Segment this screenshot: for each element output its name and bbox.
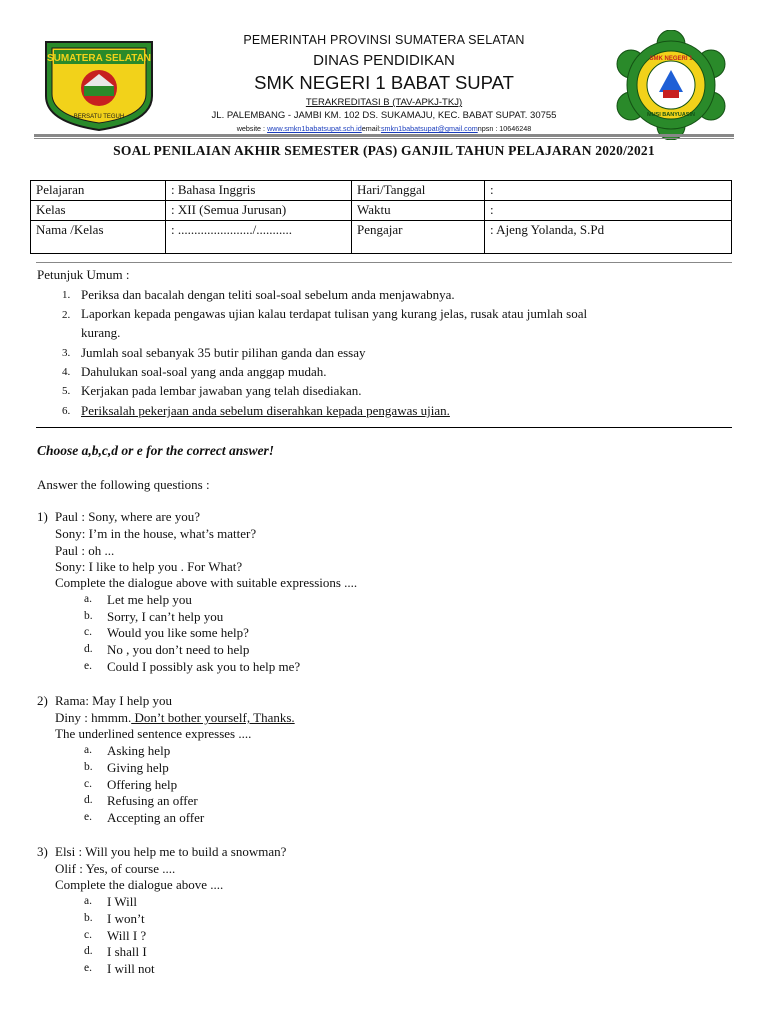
header-government: PEMERINTAH PROVINSI SUMATERA SELATAN bbox=[243, 33, 525, 47]
answer-option[interactable]: Asking help bbox=[107, 743, 171, 758]
svg-text:BERSATU TEGUH: BERSATU TEGUH bbox=[73, 114, 125, 120]
question-number: 2) bbox=[37, 693, 48, 708]
exam-info-table bbox=[30, 180, 732, 254]
question-line: Sony: I’m in the house, what’s matter? bbox=[55, 526, 257, 541]
header-accreditation: TERAKREDITASI B (TAV-APKJ-TKJ) bbox=[305, 97, 463, 108]
answer-option[interactable]: Refusing an offer bbox=[107, 793, 198, 808]
instructions-divider-top bbox=[36, 262, 732, 263]
list-item-number: 5. bbox=[62, 385, 71, 397]
list-item: Jumlah soal sebanyak 35 butir pilihan ganda dan essay bbox=[81, 345, 366, 360]
table-cell: Pengajar bbox=[352, 221, 485, 254]
option-letter: a. bbox=[84, 593, 92, 605]
answer-option[interactable]: I won’t bbox=[107, 911, 145, 926]
header-divider-thick bbox=[34, 134, 734, 137]
question-line: The underlined sentence expresses .... bbox=[55, 726, 252, 741]
list-item-continuation: kurang. bbox=[81, 325, 121, 340]
table-row bbox=[31, 181, 732, 201]
option-letter: c. bbox=[84, 626, 92, 638]
speaker-text: Diny : hmmm. bbox=[55, 710, 132, 725]
option-letter: e. bbox=[84, 811, 92, 823]
question-line bbox=[55, 710, 295, 726]
instructions-title: Petunjuk Umum : bbox=[37, 267, 130, 282]
table-cell: Kelas bbox=[31, 201, 166, 221]
option-letter: e. bbox=[84, 962, 92, 974]
list-item: Periksa dan bacalah dengan teliti soal-soal sebelum anda menjawabnya. bbox=[81, 287, 455, 302]
option-letter: b. bbox=[84, 912, 93, 924]
question-line: Paul : oh ... bbox=[55, 543, 115, 558]
answer-option[interactable]: Will I ? bbox=[107, 928, 147, 943]
answer-option[interactable]: I will not bbox=[107, 961, 155, 976]
question-number: 1) bbox=[37, 509, 48, 524]
answer-option[interactable]: Offering help bbox=[107, 777, 178, 792]
list-item-number: 1. bbox=[62, 289, 71, 301]
answer-option[interactable]: Giving help bbox=[107, 760, 169, 775]
list-item-number: 3. bbox=[62, 347, 71, 359]
header-school-name: SMK NEGERI 1 BABAT SUPAT bbox=[254, 72, 514, 93]
table-cell: Waktu bbox=[352, 201, 485, 221]
table-cell: : bbox=[485, 181, 732, 201]
list-item-number: 6. bbox=[62, 405, 71, 417]
list-item: Kerjakan pada lembar jawaban yang telah disediakan. bbox=[81, 383, 362, 398]
question-line: Complete the dialogue above with suitable expressions .... bbox=[55, 575, 358, 590]
website-label: website : bbox=[236, 124, 268, 133]
list-item: Dahulukan soal-soal yang anda anggap mudah. bbox=[81, 364, 327, 379]
question-line: Sony: I like to help you . For What? bbox=[55, 559, 243, 574]
answer-option[interactable]: Sorry, I can’t help you bbox=[107, 609, 224, 624]
list-item-number: 4. bbox=[62, 366, 71, 378]
option-letter: c. bbox=[84, 929, 92, 941]
table-cell: : ......................./........... bbox=[166, 221, 352, 254]
answer-option[interactable]: Would you like some help? bbox=[107, 625, 249, 640]
header-contact bbox=[0, 124, 768, 133]
answer-option[interactable]: Accepting an offer bbox=[107, 810, 205, 825]
header-divider-thin bbox=[34, 138, 734, 139]
answer-option[interactable]: Let me help you bbox=[107, 592, 192, 607]
exam-title: SOAL PENILAIAN AKHIR SEMESTER (PAS) GANJIL TAHUN PELAJARAN 2020/2021 bbox=[113, 143, 655, 158]
instructions-divider-bottom bbox=[36, 427, 732, 428]
list-item: Laporkan kepada pengawas ujian kalau terdapat tulisan yang kurang jelas, rusak atau jumlah soal bbox=[81, 306, 588, 321]
table-cell: : XII (Semua Jurusan) bbox=[166, 201, 352, 221]
answer-option[interactable]: I Will bbox=[107, 894, 137, 909]
option-letter: b. bbox=[84, 610, 93, 622]
section-heading: Choose a,b,c,d or e for the correct answer! bbox=[37, 443, 274, 458]
list-item-number: 2. bbox=[62, 309, 71, 321]
answer-option[interactable]: Could I possibly ask you to help me? bbox=[107, 659, 301, 674]
svg-text:SUMATERA SELATAN: SUMATERA SELATAN bbox=[46, 53, 152, 64]
question-line: Complete the dialogue above .... bbox=[55, 877, 224, 892]
svg-text:MUSI BANYUASIN: MUSI BANYUASIN bbox=[647, 112, 695, 118]
question-line: Rama: May I help you bbox=[55, 693, 172, 708]
table-cell: : Bahasa Inggris bbox=[166, 181, 352, 201]
table-cell: : Ajeng Yolanda, S.Pd bbox=[485, 221, 732, 254]
table-row bbox=[31, 221, 732, 254]
header-department: DINAS PENDIDIKAN bbox=[313, 52, 455, 69]
table-cell: : bbox=[485, 201, 732, 221]
option-letter: d. bbox=[84, 794, 93, 806]
option-letter: e. bbox=[84, 660, 92, 672]
table-cell: Hari/Tanggal bbox=[352, 181, 485, 201]
option-letter: a. bbox=[84, 744, 92, 756]
option-letter: a. bbox=[84, 895, 92, 907]
option-letter: b. bbox=[84, 761, 93, 773]
answer-option[interactable]: I shall I bbox=[107, 944, 147, 959]
table-cell: Pelajaran bbox=[31, 181, 166, 201]
email-label: email: bbox=[361, 124, 381, 133]
underlined-sentence: Don’t bother yourself, Thanks. bbox=[131, 710, 295, 725]
list-item: Periksalah pekerjaan anda sebelum diserahkan kepada pengawas ujian. bbox=[81, 403, 450, 418]
email-link[interactable]: smkn1babatsupat@gmail.com bbox=[380, 124, 478, 133]
question-line: Paul : Sony, where are you? bbox=[55, 509, 201, 524]
question-line: Elsi : Will you help me to build a snowman? bbox=[55, 844, 287, 859]
question-number: 3) bbox=[37, 844, 48, 859]
option-letter: d. bbox=[84, 945, 93, 957]
option-letter: d. bbox=[84, 643, 93, 655]
answer-option[interactable]: No , you don’t need to help bbox=[107, 642, 250, 657]
answer-intro: Answer the following questions : bbox=[37, 477, 210, 492]
option-letter: c. bbox=[84, 778, 92, 790]
header-address: JL. PALEMBANG - JAMBI KM. 102 DS. SUKAMAJU, KEC. BABAT SUPAT. 30755 bbox=[211, 110, 557, 121]
svg-text:SMK NEGERI 1: SMK NEGERI 1 bbox=[649, 56, 693, 62]
website-link[interactable]: www.smkn1babatsupat.sch.id bbox=[267, 124, 362, 133]
table-cell: Nama /Kelas bbox=[31, 221, 166, 254]
question-line: Olif : Yes, of course .... bbox=[55, 861, 176, 876]
table-row bbox=[31, 201, 732, 221]
npsn: npsn : 10646248 bbox=[477, 124, 532, 133]
